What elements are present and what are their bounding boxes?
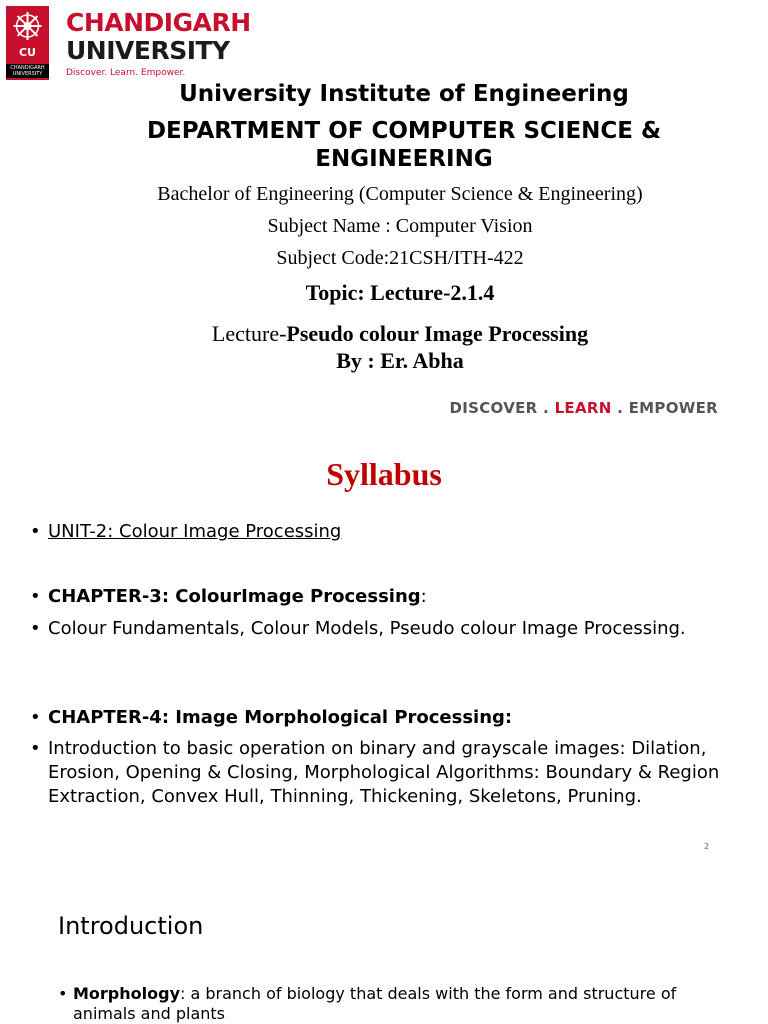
chapter3-body: Colour Fundamentals, Colour Models, Pseudo colour Image Processing. [48,618,686,639]
list-item-chapter4 [30,706,735,730]
chapter3-colon: : [420,586,427,607]
emblem-label: CU [18,46,36,59]
tagline-learn: LEARN [554,399,612,417]
list-item-chapter3 [30,585,735,609]
list-item-morphology [58,984,698,1024]
footer-tagline [450,399,718,417]
lecture-line [16,321,768,347]
author-byline: By : Er. Abha [336,348,464,373]
bullet-icon: • [30,707,41,728]
subject-code: Subject Code:21CSH/ITH-422 [276,247,524,269]
bullet-icon: • [30,738,41,759]
chapter4-body: Introduction to basic operation on binary and grayscale images: Dilation, Erosion, Opening & Closing, Morphological Algorithms: Boundary & Region Extraction, Convex Hull, Thinning, Thickening, Skeletons, Pruning. [48,738,720,807]
bullet-icon: • [30,586,41,607]
chapter4-title: CHAPTER-4: Image Morphological Processing: [48,707,513,728]
morphology-definition: : a branch of biology that deals with the form and structure of animals and plants [73,984,677,1023]
university-logo [6,6,251,80]
brand-name-line2: UNIVERSITY [66,36,230,65]
bullet-icon: • [30,521,41,542]
list-item-chapter3-body [30,617,735,641]
topic-line: Topic: Lecture-2.1.4 [305,280,495,305]
lecture-title: Pseudo colour Image Processing [286,321,589,346]
emblem-sub-label: CHANDIGARH UNIVERSITY [6,64,49,78]
institute-title: University Institute of Engineering [179,81,629,107]
unit-title: UNIT-2: Colour Image Processing [48,521,342,542]
brand-name-line1: CHANDIGARH [66,8,251,37]
morphology-term: Morphology [73,984,180,1003]
department-title [20,117,768,173]
tagline-empower: . EMPOWER [611,399,718,417]
lecture-prefix: Lecture- [211,321,287,346]
bullet-icon: • [58,984,68,1003]
department-text: DEPARTMENT OF COMPUTER SCIENCE & ENGINEERING [146,118,662,172]
degree-line: Bachelor of Engineering (Computer Science & Engineering) [157,183,643,205]
introduction-heading: Introduction [58,912,204,940]
syllabus-heading: Syllabus [326,456,442,492]
list-item-unit [30,520,735,544]
emblem-icon [6,6,49,80]
page-number: 2 [704,842,710,851]
chapter3-title: CHAPTER-3: ColourImage Processing [48,586,421,607]
list-item-chapter4-body [30,737,735,809]
tagline-discover: DISCOVER . [449,399,555,417]
subject-name: Subject Name : Computer Vision [267,215,533,237]
bullet-icon: • [30,618,41,639]
brand-tagline: Discover. Learn. Empower. [66,68,186,78]
